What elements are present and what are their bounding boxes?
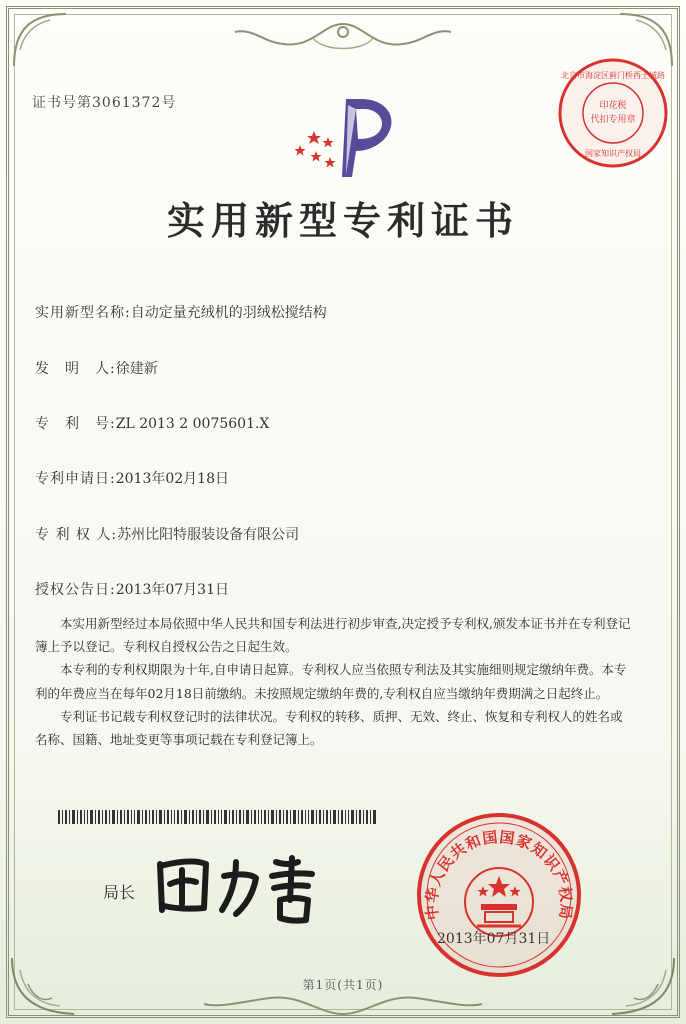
filing-date-row [35,468,229,488]
field-value: 2013年02月18日 [115,471,229,487]
director-label: 局长 [103,883,136,902]
certificate-body [35,612,633,751]
patent-number-row [35,413,269,433]
body-paragraph: 专利证书记载专利权登记时的法律状况。专利权的转移、质押、无效、终止、恢复和专利权人的姓名或名称、国籍、地址变更等事项记载在专利登记簿上。 [35,708,623,748]
certificate-title: 实用新型专利证书 [166,198,519,243]
page-number: 第1页(共1页) [302,978,384,992]
certificate-number: 证书号第3061372号 [32,95,177,111]
svg-text:中华人民共和国国家知识产权局: 中华人民共和国国家知识产权局 [422,827,576,921]
corner-ornament-icon [10,10,70,70]
top-ornament-icon [223,18,463,58]
field-value: ZL 2013 2 0075601.X [115,416,270,432]
utility-model-name-row [35,302,327,322]
field-value: 苏州比阳特服装设备有限公司 [117,527,300,543]
issue-date: 2013年07月31日 [437,931,551,947]
field-label: 实用新型名称: [35,305,131,321]
director-signature-icon [152,848,332,928]
official-seal-icon [414,810,584,980]
svg-text:北京市海淀区蓟门桥西土城路: 北京市海淀区蓟门桥西土城路 [561,71,665,80]
field-label: 授权公告日: [35,582,116,598]
body-paragraph: 本实用新型经过本局依照中华人民共和国专利法进行初步审查,决定授予专利权,颁发本证书并在专利登记簿上予以登记。专利权自授权公告之日起生效。 [35,616,631,655]
field-label: 发 明 人: [35,361,116,377]
barcode-icon [58,810,376,824]
stamp-duty-seal-icon [556,56,670,170]
inventor-row [35,358,158,378]
grant-date-row [35,579,229,599]
body-paragraph: 本专利的专利权期限为十年,自申请日起算。专利权人应当依照专利法及其实施细则规定缴纳年费。本专利的年费应当在每年02月18日前缴纳。未按照规定缴纳年费的,专利权自应当缴纳年费期满之日起终止。 [35,662,627,701]
svg-text:国家知识产权局: 国家知识产权局 [585,149,641,158]
field-value: 徐建新 [115,361,158,377]
svg-text:印花税: 印花税 [599,101,627,111]
field-label: 专利申请日: [35,471,116,487]
svg-text:代扣专用章: 代扣专用章 [590,115,636,125]
field-label: 专 利 号: [35,416,116,432]
field-value: 自动定量充绒机的羽绒松搅结构 [130,305,327,321]
patentee-row [35,524,299,544]
patent-office-logo-icon [286,95,406,185]
field-label: 专 利 权 人: [35,527,118,543]
field-value: 2013年07月31日 [115,582,229,598]
